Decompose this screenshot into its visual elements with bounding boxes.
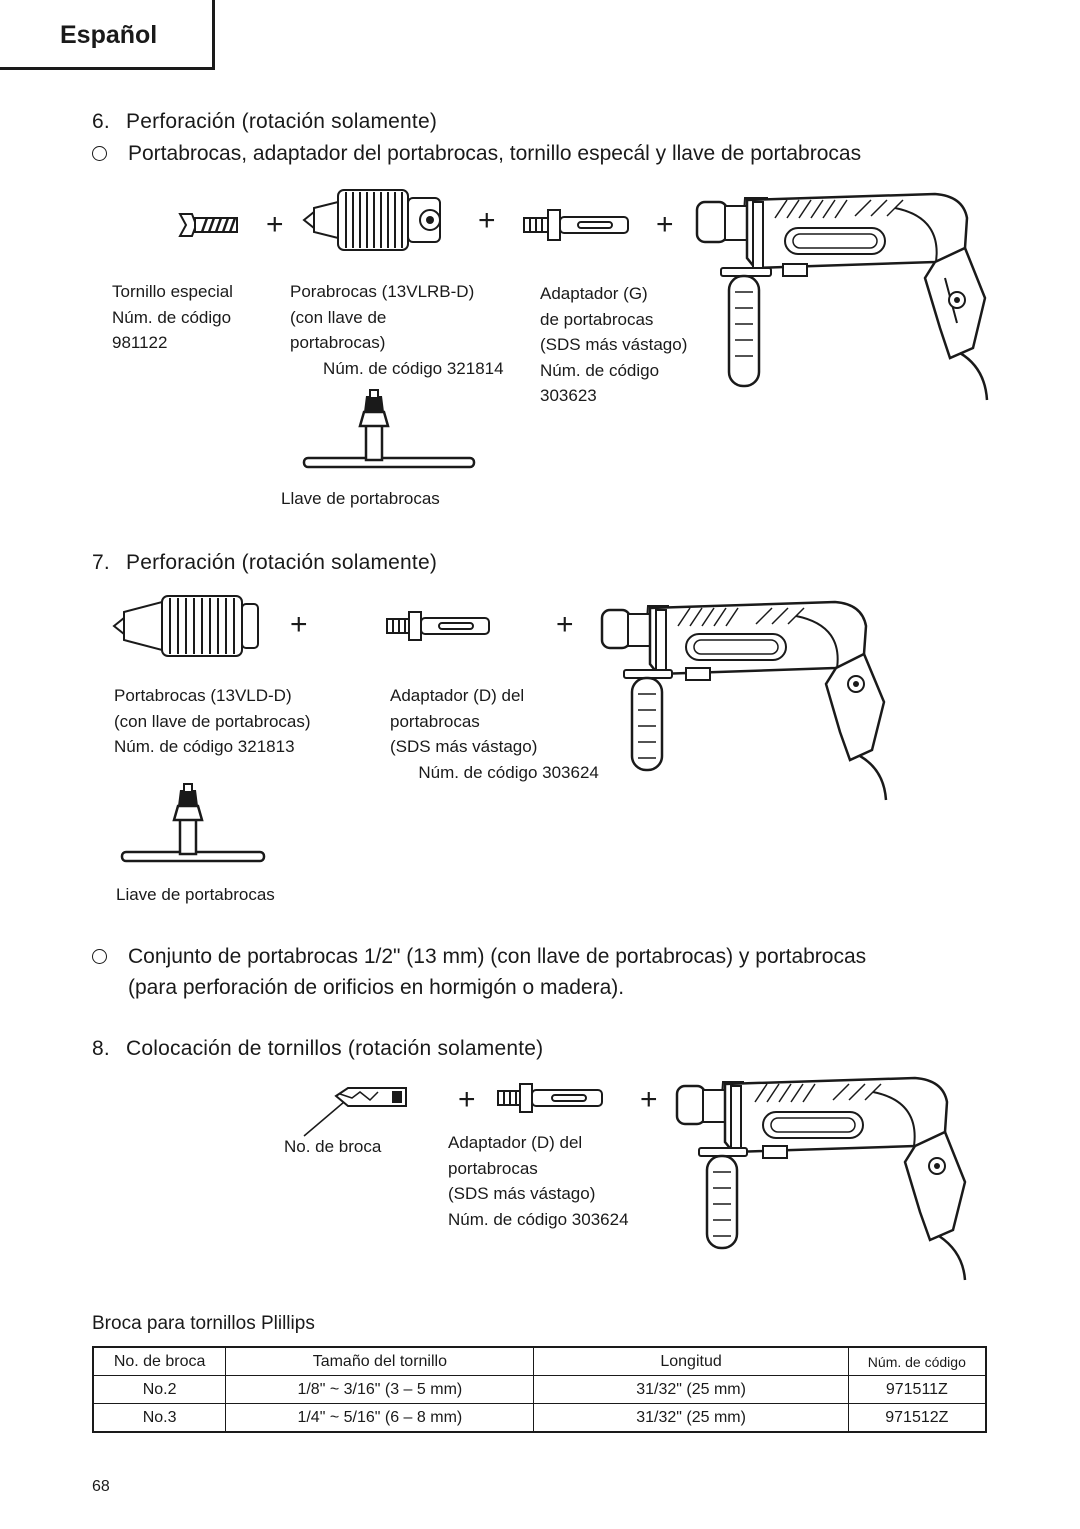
cell-screw-size: 1/4" ~ 5/16" (6 – 8 mm) [226, 1404, 534, 1433]
header-code-no: Núm. de código [848, 1347, 986, 1376]
plus-sign: + [478, 204, 496, 237]
table-row [93, 1404, 986, 1433]
bit-table [92, 1346, 987, 1433]
plus-sign: + [266, 208, 284, 241]
cell-code-no: 971512Z [848, 1404, 986, 1433]
plus-sign: + [640, 1083, 658, 1116]
bit-label: No. de broca [284, 1137, 382, 1156]
language-tab: Español [0, 0, 215, 70]
adapter-d-label: Adaptador (D) del portabrocas (SDS más vástago) Núm. de código 303624 [448, 1133, 629, 1229]
cell-bit-no: No.2 [93, 1376, 226, 1404]
section-6-title: Perforación (rotación solamente) [126, 110, 438, 133]
chuck-key-icon [300, 388, 480, 470]
section-8-number: 8. [92, 1037, 110, 1060]
rotary-hammer-drill-icon [695, 188, 995, 403]
cell-length: 31/32" (25 mm) [534, 1404, 848, 1433]
rotary-hammer-drill-icon [675, 1074, 975, 1284]
table-header-row [93, 1347, 986, 1376]
cell-bit-no: No.3 [93, 1404, 226, 1433]
section-7-note [92, 945, 1052, 1005]
chuck-adapter-icon [522, 206, 632, 244]
adapter-d-label: Adaptador (D) del portabrocas (SDS más vástago) Núm. de código 303624 [390, 686, 599, 782]
keyed-chuck-icon [300, 180, 452, 260]
cell-code-no: 971511Z [848, 1376, 986, 1404]
special-screw-icon [178, 210, 240, 240]
plus-sign: + [458, 1083, 476, 1116]
section-6-heading [92, 110, 437, 134]
cell-length: 31/32" (25 mm) [534, 1376, 848, 1404]
section-7-note-line2: (para perforación de orificios en hormigón o madera). [128, 976, 625, 999]
circle-bullet-icon [92, 949, 107, 964]
keyed-chuck-13vld-icon [112, 590, 262, 662]
header-length: Longitud [534, 1347, 848, 1376]
section-6-note-text: Portabrocas, adaptador del portabrocas, tornillo especál y llave de portabrocas [128, 142, 862, 165]
plus-sign: + [290, 608, 308, 641]
plus-sign: + [556, 608, 574, 641]
circle-bullet-icon [92, 146, 107, 161]
screwdriver-bit-icon [300, 1084, 412, 1140]
chuck-key-label: Llave de portabrocas [281, 489, 440, 508]
chuck-key-label: Liave de portabrocas [116, 885, 275, 904]
table-row [93, 1376, 986, 1404]
special-screw-label: Tornillo especial Núm. de código 981122 [112, 282, 233, 352]
chuck-13vlrb-label: Porabrocas (13VLRB-D) (con llave de portabrocas) Núm. de código 321814 [290, 282, 504, 378]
header-screw-size: Tamaño del tornillo [226, 1347, 534, 1376]
cell-screw-size: 1/8" ~ 3/16" (3 – 5 mm) [226, 1376, 534, 1404]
adapter-g-label: Adaptador (G) de portabrocas (SDS más vástago) Núm. de código 303623 [540, 284, 688, 405]
section-7-heading [92, 551, 437, 575]
section-8-heading [92, 1037, 543, 1061]
rotary-hammer-drill-icon [600, 598, 900, 803]
chuck-key-icon [120, 782, 266, 864]
section-7-note-line1: Conjunto de portabrocas 1/2" (13 mm) (con llave de portabrocas) y portabrocas [128, 945, 867, 968]
plus-sign: + [656, 208, 674, 241]
section-6-number: 6. [92, 110, 110, 133]
section-7-title: Perforación (rotación solamente) [126, 551, 438, 574]
chuck-adapter-icon [496, 1080, 606, 1116]
section-7-number: 7. [92, 551, 110, 574]
page-number: 68 [92, 1478, 110, 1495]
chuck-13vld-label: Portabrocas (13VLD-D) (con llave de portabrocas) Núm. de código 321813 [114, 686, 311, 756]
header-bit-no: No. de broca [93, 1347, 226, 1376]
table-caption: Broca para tornillos Plillips [92, 1313, 315, 1334]
chuck-adapter-icon [385, 608, 493, 644]
section-8-title: Colocación de tornillos (rotación solamente) [126, 1037, 544, 1060]
